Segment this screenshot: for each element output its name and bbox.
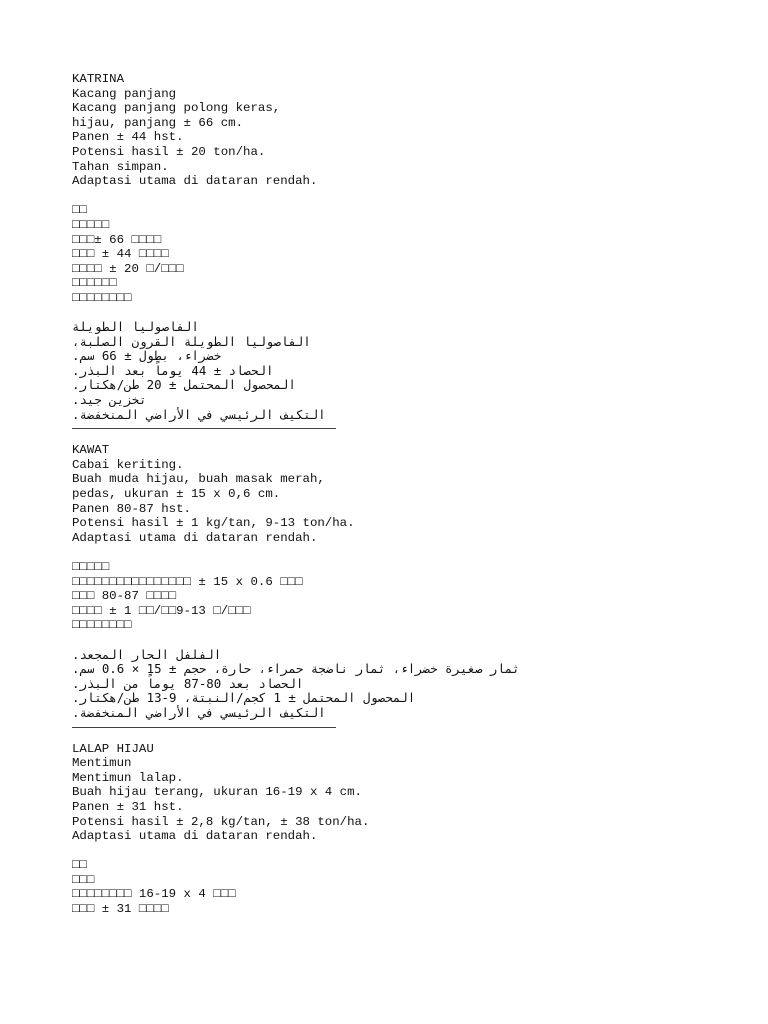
section-divider (72, 428, 336, 429)
adaptation-line: Adaptasi utama di dataran rendah. (72, 174, 318, 189)
arabic-line: الفاصوليا الطويلة القرون الصلبة، (72, 333, 311, 349)
harvest-line: Panen ± 31 hst. (72, 799, 184, 814)
description-line: hijau, panjang ± 66 cm. (72, 115, 244, 130)
document-page (72, 72, 692, 917)
cjk-line: □□□□□□□□ 16-19 x 4 □□□ (72, 887, 236, 902)
harvest-line: Panen 80-87 hst. (72, 501, 191, 516)
adaptation-line: Adaptasi utama di dataran rendah. (72, 829, 318, 844)
arabic-line: الحصاد ± 44 يوماً بعد البذر. (72, 362, 274, 378)
cjk-line: □□□ 80-87 □□□□ (72, 589, 177, 604)
variety-name: LALAP HIJAU (72, 741, 154, 756)
arabic-line: الفلفل الحار المجعد. (72, 646, 222, 662)
adaptation-line: Adaptasi utama di dataran rendah. (72, 530, 318, 545)
cjk-line: □□□ (72, 872, 95, 887)
arabic-line: خضراء، بطول ± 66 سم. (72, 348, 222, 364)
cjk-line: □□□□□ (72, 217, 110, 232)
cjk-line: □□□□□□□□ (72, 618, 132, 633)
cjk-line: □□□□ ± 1 □□/□□9-13 □/□□□ (72, 603, 251, 618)
storage-line: Tahan simpan. (72, 159, 169, 174)
cjk-line: □□□□□□□□□□□□□□□□ ± 15 x 0.6 □□□ (72, 574, 303, 589)
arabic-line: التكيف الرئيسي في الأراضي المنخفضة. (72, 406, 326, 422)
arabic-line: المحصول المحتمل ± 1 كجم/النبتة، 9-13 طن/هكتار. (72, 690, 416, 706)
cjk-line: □□□± 66 □□□□ (72, 232, 162, 247)
cjk-line: □□ (72, 203, 87, 218)
cjk-line: □□□□□□□□ (72, 290, 132, 305)
arabic-line: الفاصوليا الطويلة (72, 319, 199, 335)
variety-entry-lalap-hijau (72, 742, 692, 917)
harvest-line: Panen ± 44 hst. (72, 130, 184, 145)
section-divider (72, 727, 336, 728)
cjk-line: □□□ ± 44 □□□□ (72, 247, 169, 262)
arabic-line: المحصول المحتمل ± 20 طن/هكتار. (72, 377, 296, 393)
arabic-line: التكيف الرئيسي في الأراضي المنخفضة. (72, 704, 326, 720)
description-line: Buah muda hijau, buah masak merah, (72, 472, 325, 487)
description-line: pedas, ukuran ± 15 x 0,6 cm. (72, 487, 281, 502)
cjk-line: □□□ ± 31 □□□□ (72, 902, 169, 917)
variety-entry-katrina (72, 72, 692, 422)
crop-type: Mentimun (72, 756, 132, 771)
description-line: Mentimun lalap. (72, 770, 184, 785)
cjk-line: □□□□□ (72, 560, 110, 574)
variety-name: KATRINA (72, 72, 125, 86)
cjk-line: □□□□□□ (72, 276, 117, 291)
yield-line: Potensi hasil ± 2,8 kg/tan, ± 38 ton/ha. (72, 814, 370, 829)
arabic-line: ثمار صغيرة خضراء، ثمار ناضجة حمراء، حارة، حجم ± 15 × 0.6 سم. (72, 661, 520, 677)
arabic-line: تخزين جيد. (72, 392, 147, 408)
cjk-line: □□□□ ± 20 □/□□□ (72, 261, 184, 276)
yield-line: Potensi hasil ± 1 kg/tan, 9-13 ton/ha. (72, 516, 355, 531)
cjk-line: □□ (72, 858, 87, 873)
description-line: Buah hijau terang, ukuran 16-19 x 4 cm. (72, 785, 362, 800)
yield-line: Potensi hasil ± 20 ton/ha. (72, 144, 266, 159)
crop-type: Cabai keriting. (72, 457, 184, 472)
crop-type: Kacang panjang (72, 86, 177, 101)
variety-name: KAWAT (72, 443, 110, 458)
arabic-line: الحصاد بعد 80-87 يوماً من البذر. (72, 675, 304, 691)
variety-entry-kawat (72, 443, 692, 720)
description-line: Kacang panjang polong keras, (72, 101, 281, 116)
